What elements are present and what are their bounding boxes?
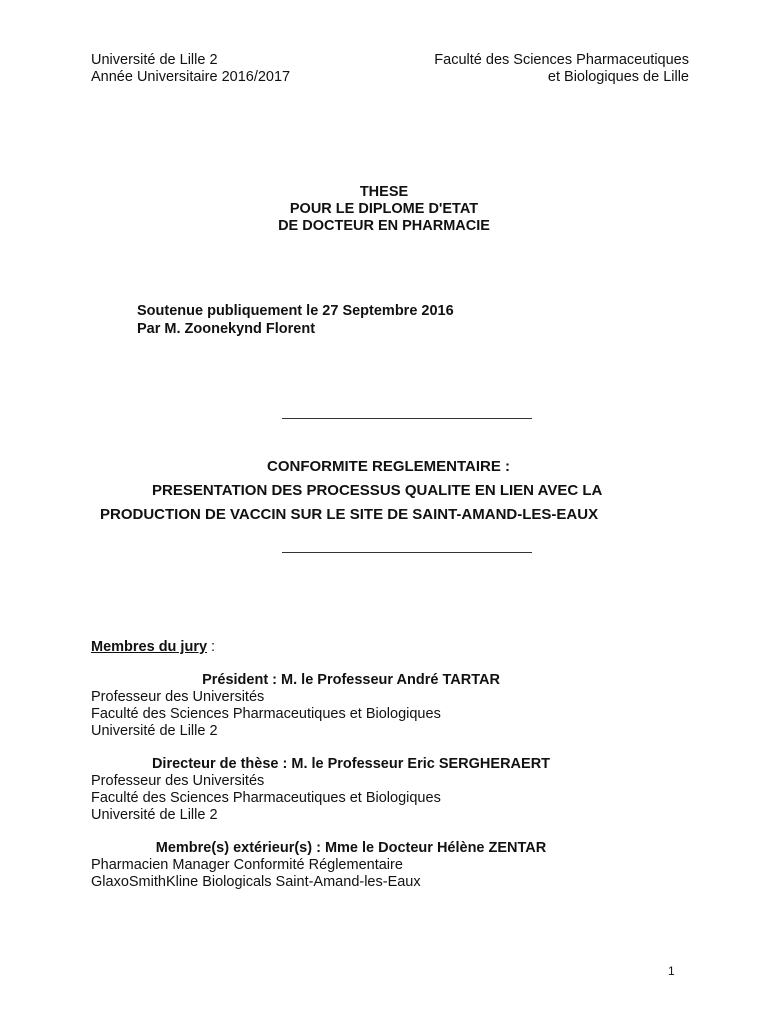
jury-member-president [91,672,611,740]
jury-member-affiliation: Faculté des Sciences Pharmaceutiques et Biologiques [91,790,441,806]
jury-member-affiliation: GlaxoSmithKline Biologicals Saint-Amand-les-Eaux [91,874,421,890]
thesis-line1: THESE [359,184,409,200]
university-name: Université de Lille 2 [91,52,218,68]
jury-heading-colon: : [207,639,216,655]
jury-member-affiliation: Université de Lille 2 [91,807,218,823]
jury-heading [91,638,215,656]
jury-member-affiliation: Université de Lille 2 [91,723,218,739]
jury-member-role: Membre(s) extérieur(s) : Mme le Docteur Hélène ZENTAR [155,840,547,856]
title-line3: PRODUCTION DE VACCIN SUR LE SITE DE SAINT-AMAND-LES-EAUX [100,506,599,523]
page-number: 1 [668,964,675,978]
faculty-name-line2: et Biologiques de Lille [547,69,689,85]
thesis-line2: POUR LE DIPLOME D'ETAT [289,201,479,217]
jury-member-external [91,840,611,891]
defense-info [137,302,454,338]
jury-member-affiliation: Faculté des Sciences Pharmaceutiques et Biologiques [91,706,441,722]
title-rule-top [282,418,532,419]
header-faculty [434,52,689,86]
title-rule-bottom [282,552,532,553]
jury-member-affiliation: Professeur des Universités [91,773,265,789]
jury-member-affiliation: Professeur des Universités [91,689,265,705]
thesis-line3: DE DOCTEUR EN PHARMACIE [278,218,490,234]
academic-year: Année Universitaire 2016/2017 [91,69,291,85]
jury-member-role: Président : M. le Professeur André TARTAR [202,672,500,688]
jury-heading-label: Membres du jury [91,639,208,655]
jury-member-director [91,756,611,824]
jury-member-affiliation: Pharmacien Manager Conformité Réglementaire [91,857,403,873]
header-university [91,52,290,86]
jury-member-role: Directeur de thèse : M. le Professeur Eric SERGHERAERT [151,756,551,772]
defense-author: Par M. Zoonekynd Florent [137,321,316,337]
faculty-name-line1: Faculté des Sciences Pharmaceutiques [434,52,689,68]
thesis-heading [0,184,768,235]
title-line2: PRESENTATION DES PROCESSUS QUALITE EN LIEN AVEC LA [152,482,603,499]
defense-date: Soutenue publiquement le 27 Septembre 2016 [137,303,454,319]
title-line1: CONFORMITE REGLEMENTAIRE : [267,458,511,475]
